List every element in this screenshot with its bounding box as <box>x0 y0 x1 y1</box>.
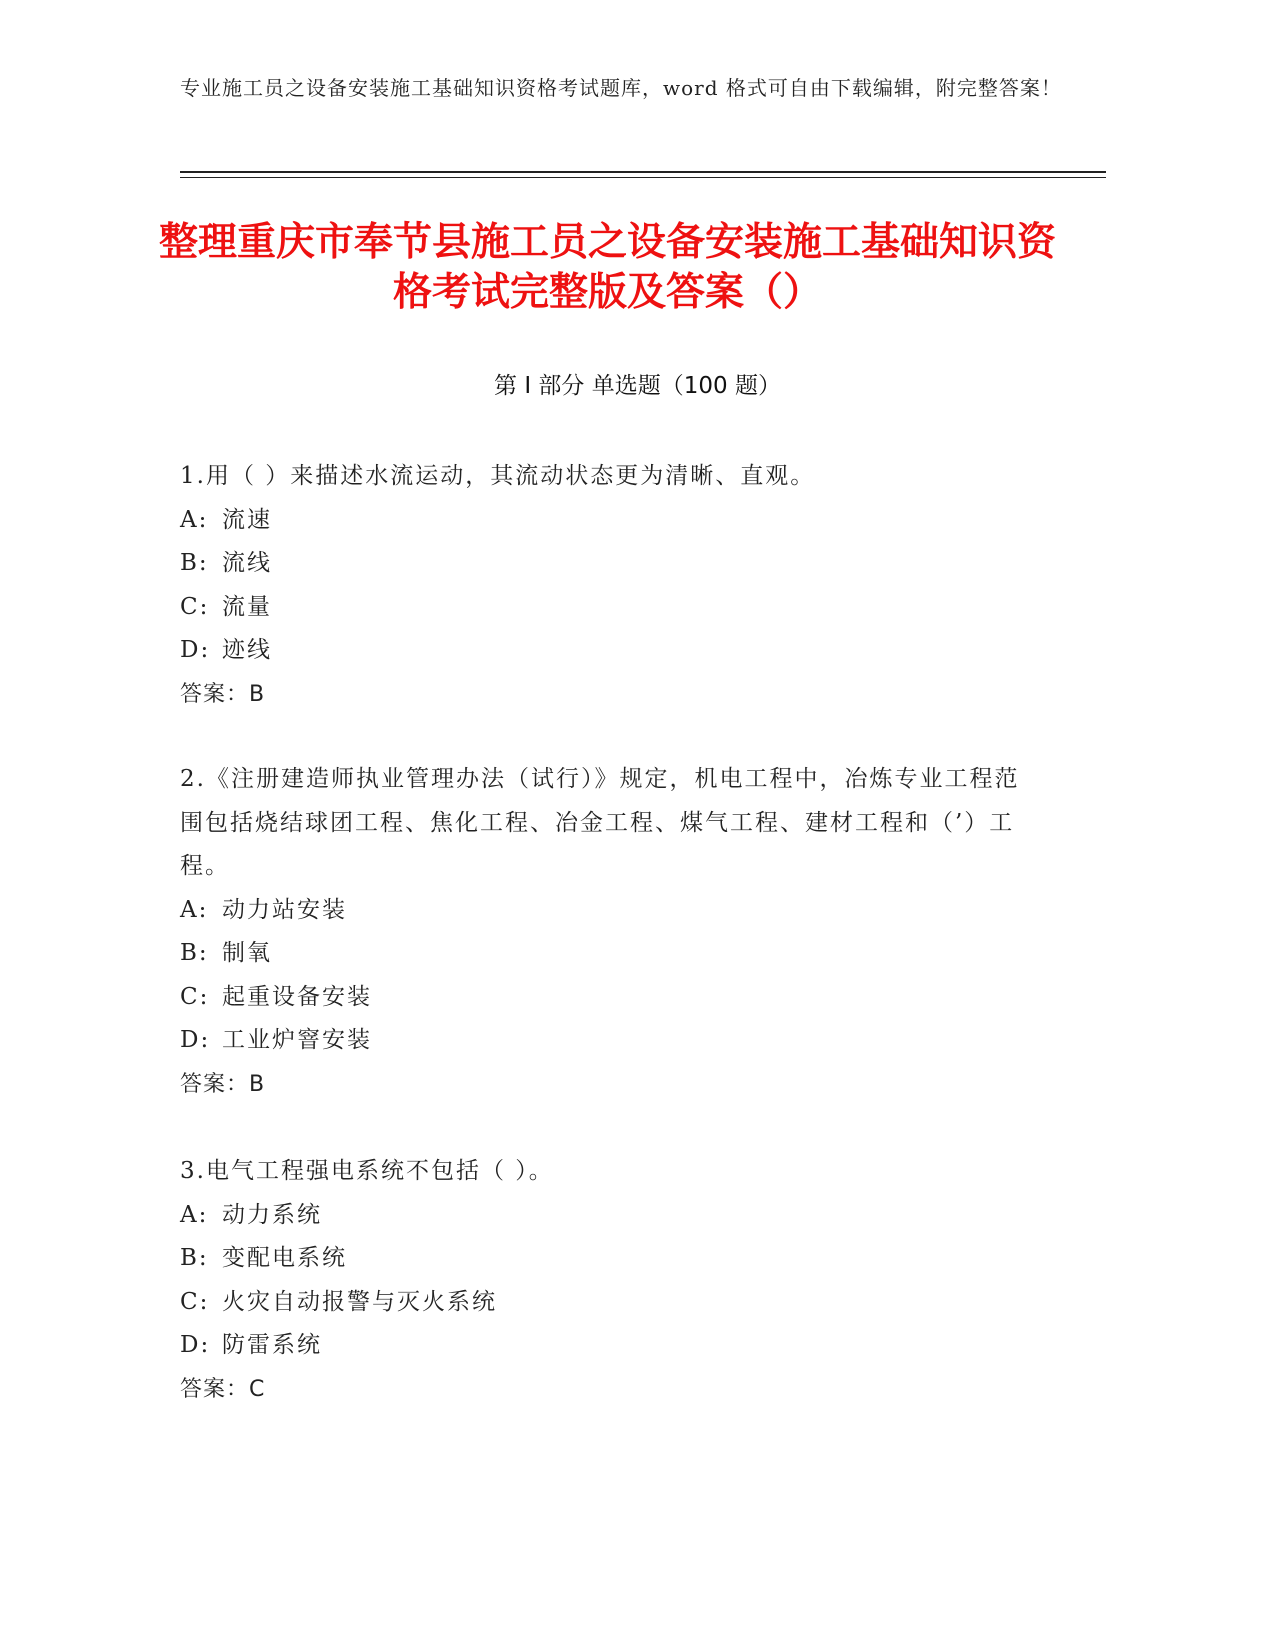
option-a <box>180 499 1020 543</box>
option-c <box>180 586 1020 630</box>
option-text: 流速 <box>222 506 272 533</box>
option-letter: B: <box>180 1245 209 1271</box>
question-3 <box>180 1150 1020 1411</box>
option-c <box>180 1281 1020 1325</box>
answer: 答案：B <box>180 681 266 707</box>
question-stem: 1.用（ ）来描述水流运动，其流动状态更为清晰、直观。 <box>180 463 816 489</box>
option-text: 迹线 <box>222 637 272 663</box>
option-b <box>180 542 1020 586</box>
header-divider-thick <box>180 171 1106 173</box>
option-text: 流量 <box>222 593 272 620</box>
option-a <box>180 1194 1020 1238</box>
question-2 <box>180 758 1020 1106</box>
question-1 <box>180 455 1020 716</box>
option-text: 火灾自动报警与灭火系统 <box>222 1288 497 1315</box>
option-b <box>180 1237 1020 1281</box>
option-letter: D: <box>180 1027 211 1053</box>
option-letter: B: <box>180 550 209 576</box>
option-letter: C: <box>180 983 210 1010</box>
header-divider-thin <box>180 177 1106 178</box>
option-text: 流线 <box>222 550 272 576</box>
header-note: 专业施工员之设备安装施工基础知识资格考试题库，word 格式可自由下载编辑，附完整答案！ <box>180 76 1062 100</box>
option-text: 动力站安装 <box>222 896 347 923</box>
option-d <box>180 1324 1020 1368</box>
option-letter: A: <box>180 896 209 923</box>
option-letter: A: <box>180 506 209 533</box>
section-title: 第 I 部分 单选题（100 题） <box>494 373 781 399</box>
option-b <box>180 932 1020 976</box>
answer: 答案：C <box>180 1376 266 1402</box>
option-text: 起重设备安装 <box>222 983 372 1010</box>
option-c <box>180 976 1020 1020</box>
option-letter: A: <box>180 1201 209 1228</box>
option-d <box>180 1019 1020 1063</box>
option-d <box>180 629 1020 673</box>
option-letter: D: <box>180 1332 211 1358</box>
option-text: 制氧 <box>222 940 272 966</box>
document-title: 整理重庆市奉节县施工员之设备安装施工基础知识资格考试完整版及答案（） <box>158 220 1056 315</box>
option-letter: B: <box>180 940 209 966</box>
option-text: 动力系统 <box>222 1201 322 1228</box>
option-text: 工业炉窨安装 <box>222 1027 372 1053</box>
option-text: 防雷系统 <box>222 1332 322 1358</box>
question-stem: 3.电气工程强电系统不包括（ ）。 <box>180 1158 554 1184</box>
option-letter: D: <box>180 637 211 663</box>
option-text: 变配电系统 <box>222 1245 347 1271</box>
option-letter: C: <box>180 1288 210 1315</box>
answer: 答案：B <box>180 1071 266 1097</box>
option-a <box>180 889 1020 933</box>
option-letter: C: <box>180 593 210 620</box>
question-stem: 2.《注册建造师执业管理办法（试行）》规定，机电工程中，冶炼专业工程范围包括烧结球团工程、焦化工程、冶金工程、煤气工程、建材工程和（’）工程。 <box>180 766 1020 879</box>
